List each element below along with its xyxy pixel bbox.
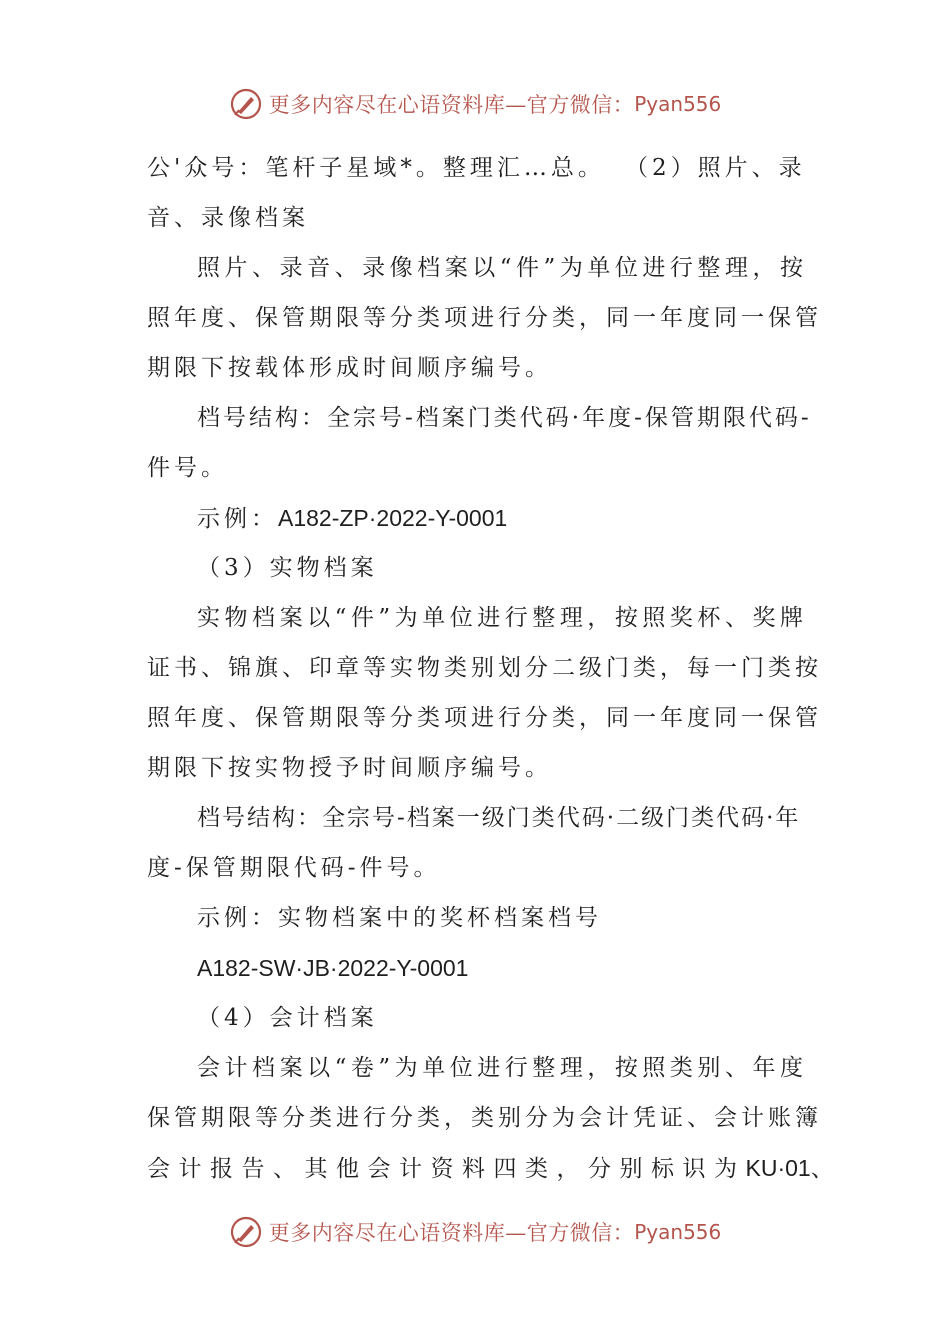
banner-wechat-id: Pyan556 [634, 92, 722, 116]
paragraph-line: 证书、锦旗、印章等实物类别划分二级门类，每一门类按 [147, 655, 822, 681]
banner-text: 更多内容尽在心语资料库—官方微信： [268, 1221, 635, 1245]
archive-code: A182-ZP·2022-Y-0001 [278, 505, 508, 531]
paragraph-line: 音、录像档案 [147, 205, 309, 231]
section-heading-3: （3）实物档案 [197, 555, 378, 581]
paragraph-line: 会计档案以“卷”为单位进行整理，按照类别、年度 [197, 1055, 807, 1081]
pen-logo-icon [229, 87, 263, 121]
archive-code: A182-SW·JB·2022-Y-0001 [197, 955, 469, 981]
example-line: 示例：A182-ZP·2022-Y-0001 [197, 505, 508, 532]
pen-logo-icon [229, 1215, 263, 1249]
paragraph-line: 档号结构：全宗号-档案一级门类代码·二级门类代码·年 [197, 805, 801, 831]
paragraph-line: 件号。 [147, 455, 228, 481]
paragraph-line: 保管期限等分类进行分类，类别分为会计凭证、会计账簿 [147, 1105, 822, 1131]
paragraph-line: 照年度、保管期限等分类项进行分类，同一年度同一保管 [147, 705, 822, 731]
footer-banner [0, 1210, 950, 1254]
paragraph-line: 照片、录音、录像档案以“件”为单位进行整理，按 [197, 255, 807, 281]
line-text: 公'众号：笔杆子星域*。整理汇…总。 [147, 155, 605, 181]
example-line: 示例：实物档案中的奖杯档案档号 [197, 905, 602, 931]
header-banner [0, 82, 950, 126]
paragraph-line: 实物档案以“件”为单位进行整理，按照奖杯、奖牌 [197, 605, 807, 631]
paragraph-line: 会计报告、其他会计资料四类，分别标识为KU·01、 [147, 1155, 834, 1182]
paragraph-line: 期限下按载体形成时间顺序编号。 [147, 355, 552, 381]
paragraph-line: 期限下按实物授予时间顺序编号。 [147, 755, 552, 781]
paragraph-line: 照年度、保管期限等分类项进行分类，同一年度同一保管 [147, 305, 822, 331]
paragraph-line: 度-保管期限代码-件号。 [147, 855, 441, 881]
account-code: KU·01、 [745, 1155, 834, 1181]
section-heading-2: （2）照片、录 [625, 155, 806, 181]
banner-wechat-id: Pyan556 [634, 1220, 722, 1244]
banner-text: 更多内容尽在心语资料库—官方微信： [268, 93, 635, 117]
section-heading-4: （4）会计档案 [197, 1005, 378, 1031]
paragraph-line: 档号结构：全宗号-档案门类代码·年度-保管期限代码- [197, 405, 812, 431]
